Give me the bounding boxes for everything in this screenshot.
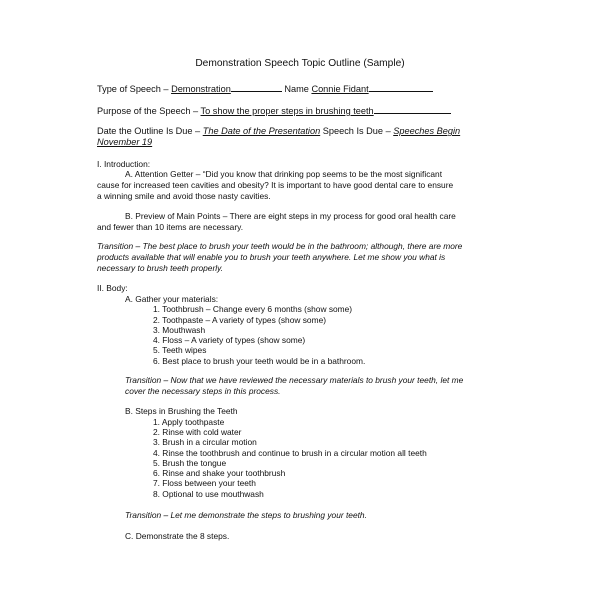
preview-line-2: and fewer than 10 items are necessary. (97, 222, 244, 232)
speech-due-label: Speech Is Due – (322, 126, 394, 136)
step-item: 5. Brush the tongue (153, 458, 227, 468)
material-item: 5. Teeth wipes (153, 345, 207, 355)
name-value: Connie Fidant (311, 84, 369, 94)
material-item: 1. Toothbrush – Change every 6 months (show some) (153, 304, 353, 314)
speech-due-value-continued: November 19 (97, 137, 153, 147)
body-heading: II. Body: (97, 283, 128, 293)
type-blank (231, 82, 282, 92)
purpose-line (97, 104, 451, 117)
material-item: 4. Floss – A variety of types (show some) (153, 335, 306, 345)
type-of-speech-label: Type of Speech – (97, 84, 172, 94)
step-item: 4. Rinse the toothbrush and continue to brush in a circular motion all teeth (153, 448, 427, 458)
due-line (97, 126, 460, 137)
attention-getter-line-1: A. Attention Getter – “Did you know that drinking pop seems to be the most significant (125, 169, 443, 179)
document-title: Demonstration Speech Topic Outline (Sample) (195, 58, 405, 69)
introduction-heading: I. Introduction: (97, 159, 151, 169)
steps-heading: B. Steps in Brushing the Teeth (125, 406, 238, 416)
gather-materials-heading: A. Gather your materials: (125, 294, 219, 304)
purpose-label: Purpose of the Speech – (97, 106, 201, 116)
material-item: 6. Best place to brush your teeth would be in a bathroom. (153, 356, 366, 366)
attention-getter-line-2: cause for increased teen cavities and obesity? It is important to have good dental care to ensure (97, 180, 454, 190)
type-of-speech-line (97, 82, 433, 95)
intro-transition-line-1: Transition – The best place to brush your teeth would be in the bathroom; although, there are more (97, 241, 463, 251)
step-item: 1. Apply toothpaste (153, 417, 225, 427)
body-transition-b: Transition – Let me demonstrate the steps to brushing your teeth. (125, 510, 367, 520)
material-item: 3. Mouthwash (153, 325, 206, 335)
step-item: 7. Floss between your teeth (153, 478, 256, 488)
step-item: 3. Brush in a circular motion (153, 437, 257, 447)
step-item: 6. Rinse and shake your toothbrush (153, 468, 286, 478)
demonstrate-item: C. Demonstrate the 8 steps. (125, 531, 230, 541)
step-item: 8. Optional to use mouthwash (153, 489, 264, 499)
type-of-speech-value: Demonstration (171, 84, 231, 94)
name-label: Name (284, 84, 312, 94)
purpose-value: To show the proper steps in brushing teeth (200, 106, 374, 116)
due-label: Date the Outline Is Due – (97, 126, 203, 136)
intro-transition-line-2: products available that will enable you to brush your teeth anywhere. Let me show you what is (97, 252, 446, 262)
material-item: 2. Toothpaste – A variety of types (show some) (153, 315, 327, 325)
body-transition-a-line-1: Transition – Now that we have reviewed the necessary materials to brush your teeth, let me (125, 375, 464, 385)
attention-getter-line-3: a winning smile and avoid those nasty cavities. (97, 191, 271, 201)
speech-due-value: Speeches Begin (393, 126, 461, 136)
step-item: 2. Rinse with cold water (153, 427, 242, 437)
intro-transition-line-3: necessary to brush teeth properly. (97, 263, 224, 273)
name-blank (369, 82, 433, 92)
body-transition-a-line-2: cover the necessary steps in this process. (125, 386, 281, 396)
due-value: The Date of the Presentation (202, 126, 321, 136)
preview-line-1: B. Preview of Main Points – There are eight steps in my process for good oral health care (125, 211, 456, 221)
purpose-blank (374, 104, 451, 114)
